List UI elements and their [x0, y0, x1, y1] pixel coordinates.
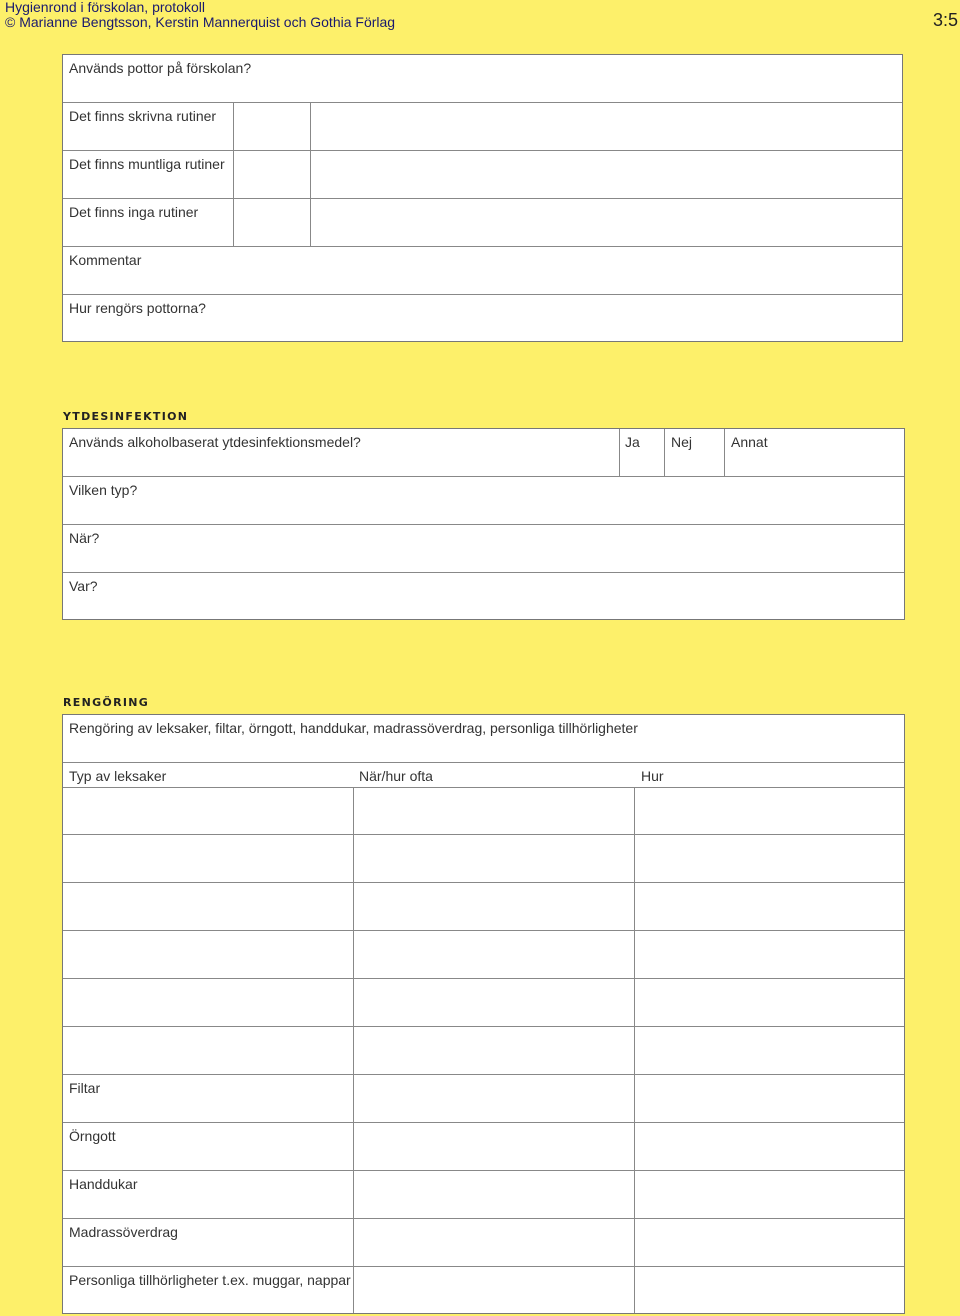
col-header-when: När/hur ofta	[359, 768, 433, 784]
copyright-line: © Marianne Bengtsson, Kerstin Mannerquist och Gothia Förlag	[5, 14, 396, 30]
no-routines-checkbox[interactable]	[234, 199, 310, 246]
cleaning-intro: Rengöring av leksaker, filtar, örngott, handdukar, madrassöverdrag, personliga tillhörligheter	[69, 720, 638, 736]
which-type-label: Vilken typ?	[69, 482, 138, 498]
ytdesinfektion-heading: YTDESINFEKTION	[63, 410, 189, 423]
col-header-toy-type: Typ av leksaker	[69, 768, 167, 784]
written-routines-label: Det finns skrivna rutiner	[69, 108, 217, 124]
row-label-personliga: Personliga tillhörligheter t.ex. muggar, nappar	[69, 1272, 351, 1288]
row-label-orngott: Örngott	[69, 1128, 116, 1144]
written-routines-checkbox[interactable]	[234, 103, 310, 150]
when-label: När?	[69, 530, 100, 546]
potty-cleaning-question: Hur rengörs pottorna?	[69, 300, 206, 316]
answer-yes[interactable]: Ja	[625, 434, 640, 450]
oral-routines-label: Det finns muntliga rutiner	[69, 156, 225, 172]
disinfectant-question: Används alkoholbaserat ytdesinfektionsmedel?	[69, 434, 361, 450]
answer-other[interactable]: Annat	[731, 434, 768, 450]
row-label-madrassoverdrag: Madrassöverdrag	[69, 1224, 178, 1240]
no-routines-label: Det finns inga rutiner	[69, 204, 199, 220]
page-number: 3:5	[933, 10, 959, 30]
row-label-filtar: Filtar	[69, 1080, 101, 1096]
potty-question: Används pottor på förskolan?	[69, 60, 252, 76]
row-label-handdukar: Handdukar	[69, 1176, 138, 1192]
rengoring-heading: RENGÖRING	[63, 696, 150, 709]
oral-routines-checkbox[interactable]	[234, 151, 310, 198]
cleaning-table	[62, 714, 905, 1314]
answer-no[interactable]: Nej	[671, 434, 693, 450]
comment-label: Kommentar	[69, 252, 142, 268]
where-label: Var?	[69, 578, 98, 594]
col-header-how: Hur	[641, 768, 664, 784]
document-title: Hygienrond i förskolan, protokoll	[5, 0, 205, 15]
